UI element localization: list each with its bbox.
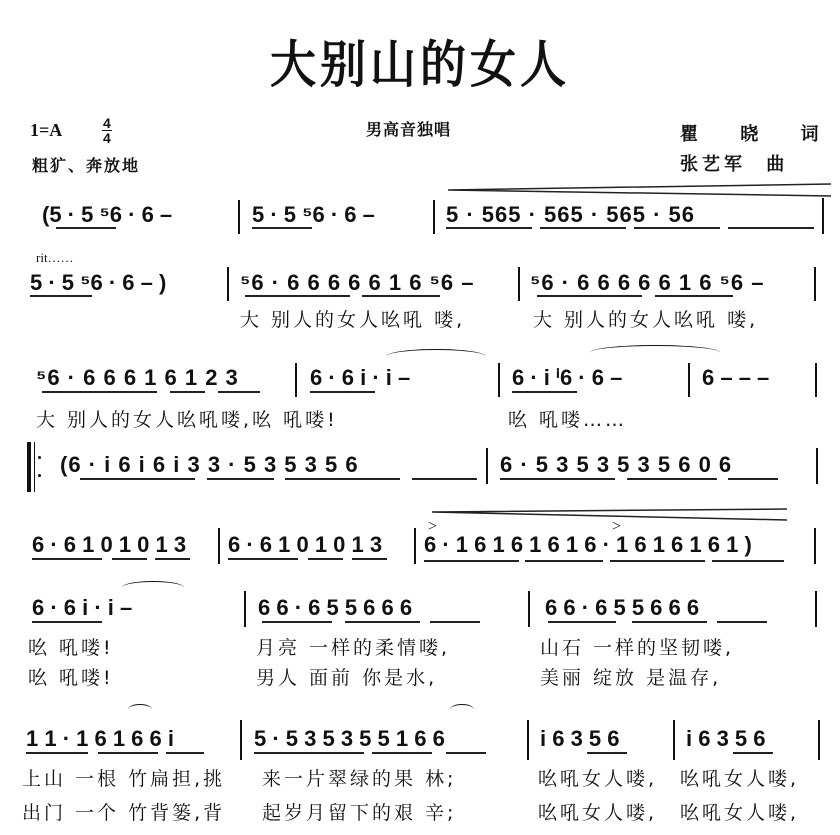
underline-beam xyxy=(548,621,616,623)
underline-beam xyxy=(733,752,773,754)
score-line-6 xyxy=(0,575,840,690)
composer-credit xyxy=(680,150,784,176)
composer-name: 张艺军 xyxy=(680,154,746,175)
underline-beam xyxy=(56,227,116,229)
underline-beam xyxy=(155,558,190,560)
underline-beam xyxy=(254,752,364,754)
score-line-1 xyxy=(0,180,840,250)
underline-beam xyxy=(308,558,343,560)
measure-7: ⁵6 · 6 6 6 1 6 1 2 3 xyxy=(36,365,239,390)
slur xyxy=(590,345,720,360)
measure-12: 6 · 5 3 5 3 5 3 5 6 0 6 xyxy=(500,452,733,477)
barline xyxy=(240,720,242,760)
underline-beam xyxy=(728,478,778,480)
underline-beam xyxy=(430,621,480,623)
repeat-start-thick xyxy=(27,442,31,492)
underline-beam xyxy=(218,391,260,393)
lyric-verse2: 起岁月留下的艰 辛; xyxy=(262,802,457,824)
key-signature: 1=A xyxy=(30,120,63,140)
accent-mark: > xyxy=(612,518,622,535)
barline xyxy=(814,267,816,301)
underline-beam xyxy=(610,560,705,562)
underline-beam xyxy=(98,752,158,754)
lyric-verse2: 美丽 绽放 是温存, xyxy=(540,667,722,689)
measure-21: i 6 3 5 6 xyxy=(540,726,620,751)
underline-beam xyxy=(170,391,205,393)
underline-beam xyxy=(32,621,102,623)
barline xyxy=(498,363,500,397)
rit-marking: rit…… xyxy=(36,250,74,265)
score-line-3 xyxy=(0,335,840,430)
measure-14: 6 · 6 1 0 1 0 1 3 xyxy=(228,532,383,557)
measure-22: i 6 3 5 6 xyxy=(686,726,766,751)
measure-18: 6 6 · 6 5 5 6 6 6 xyxy=(545,595,700,620)
underline-beam xyxy=(446,227,532,229)
underline-beam xyxy=(112,558,147,560)
underline-beam xyxy=(728,227,814,229)
measure-8: 6 · 6 i · i – xyxy=(310,365,411,390)
time-signature-bottom: 4 xyxy=(103,130,111,146)
underline-beam xyxy=(525,560,603,562)
measure-17: 6 6 · 6 5 5 6 6 6 xyxy=(258,595,413,620)
underline-beam xyxy=(352,558,387,560)
measure-6: ⁵6 · 6 6 6 6 6 1 6 ⁵6 – xyxy=(530,270,765,295)
underline-beam xyxy=(80,478,195,480)
score-line-2 xyxy=(0,245,840,335)
measure-3: 5 · 565 · 565 · 565 · 56 xyxy=(446,202,696,227)
underline-beam xyxy=(30,295,92,297)
underline-beam xyxy=(245,295,350,297)
repeat-dot xyxy=(38,474,41,477)
underline-beam xyxy=(500,478,615,480)
measure-5: ⁵6 · 6 6 6 6 6 1 6 ⁵6 – xyxy=(240,270,475,295)
accent-mark: > xyxy=(428,518,438,535)
measure-19: 1 1 · 1 6 1 6 6 i xyxy=(26,726,174,751)
barline xyxy=(814,528,816,564)
lyric-line: 大 别人的女人吆吼 喽, xyxy=(533,309,759,331)
crescendo-hairpin-icon xyxy=(448,183,833,197)
barline xyxy=(527,720,529,760)
barline xyxy=(815,363,817,397)
score-line-5 xyxy=(0,500,840,575)
lyric-verse2: 男人 面前 你是水, xyxy=(256,667,438,689)
barline xyxy=(528,591,530,627)
barline xyxy=(688,363,690,397)
underline-beam xyxy=(228,558,298,560)
underline-beam xyxy=(207,478,274,480)
lyricist-credit: 瞿 晓 词 xyxy=(680,124,837,145)
song-title: 大别山的女人 xyxy=(270,34,570,94)
measure-20: 5 · 5 3 5 3 5 5 1 6 6 xyxy=(254,726,445,751)
lyric-verse1: 上山 一根 竹扁担,挑 xyxy=(22,768,226,790)
barline xyxy=(822,198,824,234)
underline-beam xyxy=(252,227,312,229)
underline-beam xyxy=(412,478,477,480)
expression-marking: 粗犷、奔放地 xyxy=(32,156,141,175)
lyric-verse2: 出门 一个 竹背篓,背 xyxy=(22,802,226,824)
repeat-start-thin xyxy=(34,442,35,492)
barline xyxy=(218,528,220,564)
barline xyxy=(816,448,818,484)
score-line-7 xyxy=(0,690,840,835)
barline xyxy=(815,591,817,627)
slur xyxy=(122,581,184,594)
lyric-verse1: 吆吼女人喽, xyxy=(680,768,800,790)
lyric-line: 大 别人的女人吆吼喽,吆 吼喽! xyxy=(36,409,338,431)
slur xyxy=(386,349,486,364)
lyric-line: 吆 吼喽…… xyxy=(508,409,628,431)
lyric-verse1: 来一片翠绿的果 林; xyxy=(262,768,457,790)
barline xyxy=(673,720,675,760)
underline-beam xyxy=(632,621,707,623)
underline-beam xyxy=(32,558,102,560)
slur xyxy=(128,704,152,715)
barline xyxy=(295,363,297,397)
barline xyxy=(486,448,488,484)
barline xyxy=(433,200,435,234)
slur xyxy=(450,704,474,715)
lyric-verse1: 吆 吼喽! xyxy=(28,637,114,659)
underline-beam xyxy=(717,621,767,623)
lyric-verse2: 吆 吼喽! xyxy=(28,667,114,689)
barline xyxy=(414,528,416,564)
underline-beam xyxy=(537,295,642,297)
underline-beam xyxy=(262,621,332,623)
underline-beam xyxy=(345,621,420,623)
lyric-verse2: 吆吼女人喽, xyxy=(538,802,658,824)
barline xyxy=(227,267,229,301)
measure-13: 6 · 6 1 0 1 0 1 3 xyxy=(32,532,187,557)
underline-beam xyxy=(166,752,204,754)
lyric-line: 大 别人的女人吆吼 喽, xyxy=(240,309,466,331)
composer-role: 曲 xyxy=(766,154,785,175)
measure-9: 6 · i ⁱ6 · 6 – xyxy=(512,365,623,390)
measure-10: 6 – – – xyxy=(702,365,770,390)
underline-beam xyxy=(712,560,784,562)
underline-beam xyxy=(446,752,486,754)
underline-beam xyxy=(587,752,627,754)
barline xyxy=(818,720,820,760)
lyric-verse1: 月亮 一样的柔情喽, xyxy=(256,637,451,659)
underline-beam xyxy=(655,295,733,297)
underline-beam xyxy=(634,227,720,229)
underline-beam xyxy=(310,391,375,393)
underline-beam xyxy=(285,478,400,480)
underline-beam xyxy=(362,295,440,297)
measure-11: (6 · i 6 i 6 i 3 3 · 5 3 5 3 5 6 xyxy=(60,452,359,477)
lyric-verse1: 山石 一样的坚韧喽, xyxy=(540,637,735,659)
repeat-dot xyxy=(38,456,41,459)
underline-beam xyxy=(540,227,626,229)
measure-2: 5 · 5 ⁵6 · 6 – xyxy=(252,202,375,227)
time-signature xyxy=(102,116,112,145)
measure-16: 6 · 6 i · i – xyxy=(32,595,133,620)
lyric-verse2: 吆吼女人喽, xyxy=(680,802,800,824)
barline xyxy=(518,267,520,301)
underline-beam xyxy=(42,391,157,393)
time-signature-top: 4 xyxy=(103,115,111,131)
underline-beam xyxy=(424,560,519,562)
barline xyxy=(238,200,240,234)
underline-beam xyxy=(26,752,88,754)
barline xyxy=(244,591,246,627)
measure-1: (5 · 5 ⁵6 · 6 – xyxy=(42,202,173,227)
underline-beam xyxy=(372,752,432,754)
lyric-verse1: 吆吼女人喽, xyxy=(538,768,658,790)
score-line-4 xyxy=(0,430,840,500)
performance-subtitle: 男高音独唱 xyxy=(366,120,452,139)
measure-4: 5 · 5 ⁵6 · 6 – ) xyxy=(30,270,167,295)
underline-beam xyxy=(512,391,577,393)
measure-15: 6 · 1 6 1 6 1 6 1 6 · 1 6 1 6 1 6 1 ) xyxy=(424,532,752,557)
underline-beam xyxy=(627,478,717,480)
